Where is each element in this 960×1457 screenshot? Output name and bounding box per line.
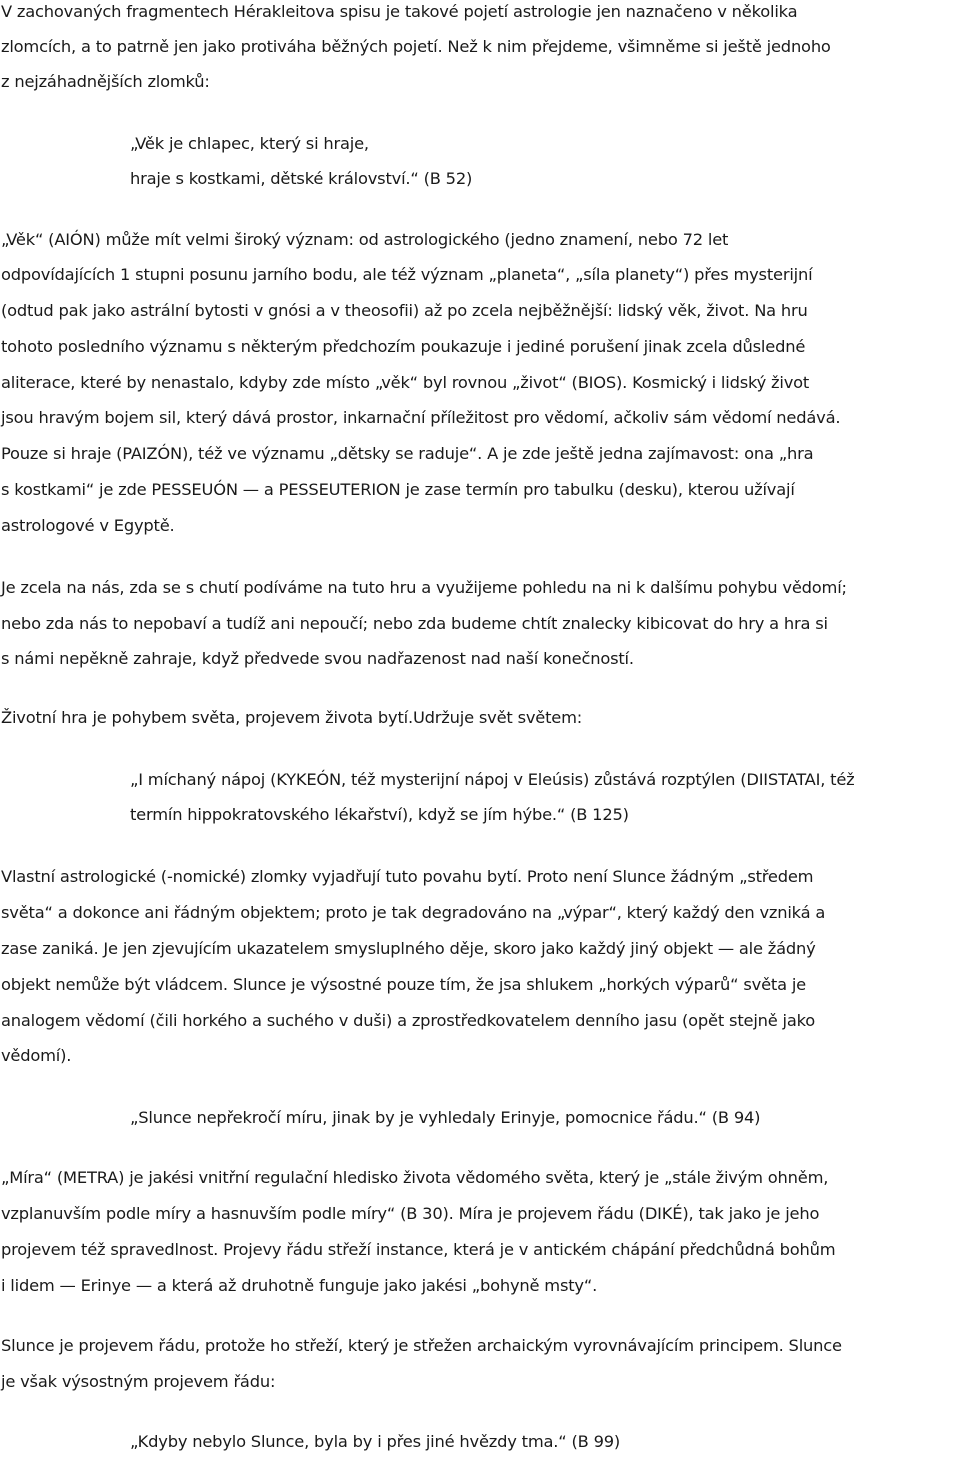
paragraph-line: s námi nepěkně zahraje, když předvede svou nadřazenost nad naší konečností. bbox=[1, 649, 634, 668]
quote-line: „I míchaný nápoj (KYKEÓN, též mysterijní nápoj v Eleúsis) zůstává rozptýlen (DIISTATAI, též bbox=[130, 770, 855, 789]
paragraph-line: analogem vědomí (čili horkého a suchého v duši) a zprostředkovatelem denního jasu (opět stejně jako bbox=[1, 1011, 816, 1030]
paragraph-line: projevem též spravedlnost. Projevy řádu střeží instance, která je v antickém chápání předchůdná bohům bbox=[1, 1240, 836, 1259]
paragraph-line: „Míra“ (METRA) je jakési vnitřní regulační hledisko života vědomého světa, který je „stále živým ohněm, bbox=[1, 1168, 829, 1187]
paragraph-line: „Věk“ (AIÓN) může mít velmi široký význam: od astrologického (jedno znamení, nebo 72 let bbox=[1, 230, 729, 249]
quote-line: hraje s kostkami, dětské království.“ (B 52) bbox=[130, 169, 473, 188]
paragraph-line: i lidem — Erinye — a která až druhotně funguje jako jakési „bohyně msty“. bbox=[1, 1276, 598, 1295]
paragraph-line: nebo zda nás to nepobaví a tudíž ani nepoučí; nebo zda budeme chtít znalecky kibicovat do hry a hra si bbox=[1, 614, 828, 633]
paragraph-line: zase zaniká. Je jen zjevujícím ukazatelem smysluplného děje, skoro jako každý jiný objekt — ale žádný bbox=[1, 939, 816, 958]
paragraph-line: je však výsostným projevem řádu: bbox=[1, 1372, 276, 1391]
paragraph-line: Vlastní astrologické (-nomické) zlomky vyjadřují tuto povahu bytí. Proto není Slunce žádným „středem bbox=[1, 867, 814, 886]
paragraph-line: Je zcela na nás, zda se s chutí podíváme na tuto hru a využijeme pohledu na ni k dalšímu pohybu vědomí; bbox=[1, 578, 847, 597]
paragraph-line: odpovídajících 1 stupni posunu jarního bodu, ale též význam „planeta“, „síla planety“) přes mysterijní bbox=[1, 265, 813, 284]
paragraph-line: Životní hra je pohybem světa, projevem života bytí.Udržuje svět světem: bbox=[1, 708, 583, 727]
quote-line: „Věk je chlapec, který si hraje, bbox=[130, 134, 369, 153]
quote-line: termín hippokratovského lékařství), když se jím hýbe.“ (B 125) bbox=[130, 805, 629, 824]
paragraph-line: objekt nemůže být vládcem. Slunce je výsostné pouze tím, že jsa shlukem „horkých výparů“ světa je bbox=[1, 975, 806, 994]
intro-line: z nejzáhadnějších zlomků: bbox=[1, 72, 210, 91]
paragraph-line: světa“ a dokonce ani řádným objektem; proto je tak degradováno na „výpar“, který každý den vzniká a bbox=[1, 903, 826, 922]
quote-line: „Kdyby nebylo Slunce, byla by i přes jiné hvězdy tma.“ (B 99) bbox=[130, 1432, 621, 1451]
paragraph-line: Pouze si hraje (PAIZÓN), též ve významu „dětsky se raduje“. A je zde ještě jedna zajímavost: ona „hra bbox=[1, 444, 814, 463]
paragraph-line: Slunce je projevem řádu, protože ho střeží, který je střežen archaickým vyrovnávajícím principem. Slunce bbox=[1, 1336, 842, 1355]
paragraph-line: s kostkami“ je zde PESSEUÓN — a PESSEUTERION je zase termín pro tabulku (desku), kterou užívají bbox=[1, 480, 795, 499]
paragraph-line: vědomí). bbox=[1, 1046, 72, 1065]
paragraph-line: tohoto posledního významu s některým předchozím poukazuje i jediné porušení jinak zcela důsledné bbox=[1, 337, 806, 356]
paragraph-line: vzplanuvším podle míry a hasnuvším podle míry“ (B 30). Míra je projevem řádu (DIKÉ), tak jako je jeho bbox=[1, 1204, 820, 1223]
paragraph-line: aliterace, které by nenastalo, kdyby zde místo „věk“ byl rovnou „život“ (BIOS). Kosmický i lidský život bbox=[1, 373, 810, 392]
paragraph-line: jsou hravým bojem sil, který dává prostor, inkarnační příležitost pro vědomí, ačkoliv sám vědomí nedává. bbox=[1, 408, 841, 427]
intro-line: zlomcích, a to patrně jen jako protiváha běžných pojetí. Než k nim přejdeme, všimněme si ještě jednoho bbox=[1, 37, 831, 56]
quote-line: „Slunce nepřekročí míru, jinak by je vyhledaly Erinyje, pomocnice řádu.“ (B 94) bbox=[130, 1108, 761, 1127]
paragraph-line: (odtud pak jako astrální bytosti v gnósi a v theosofii) až po zcela nejběžnější: lidský věk, život. Na hru bbox=[1, 301, 808, 320]
intro-line: V zachovaných fragmentech Hérakleitova spisu je takové pojetí astrologie jen naznačeno v několika bbox=[1, 2, 798, 21]
paragraph-line: astrologové v Egyptě. bbox=[1, 516, 175, 535]
